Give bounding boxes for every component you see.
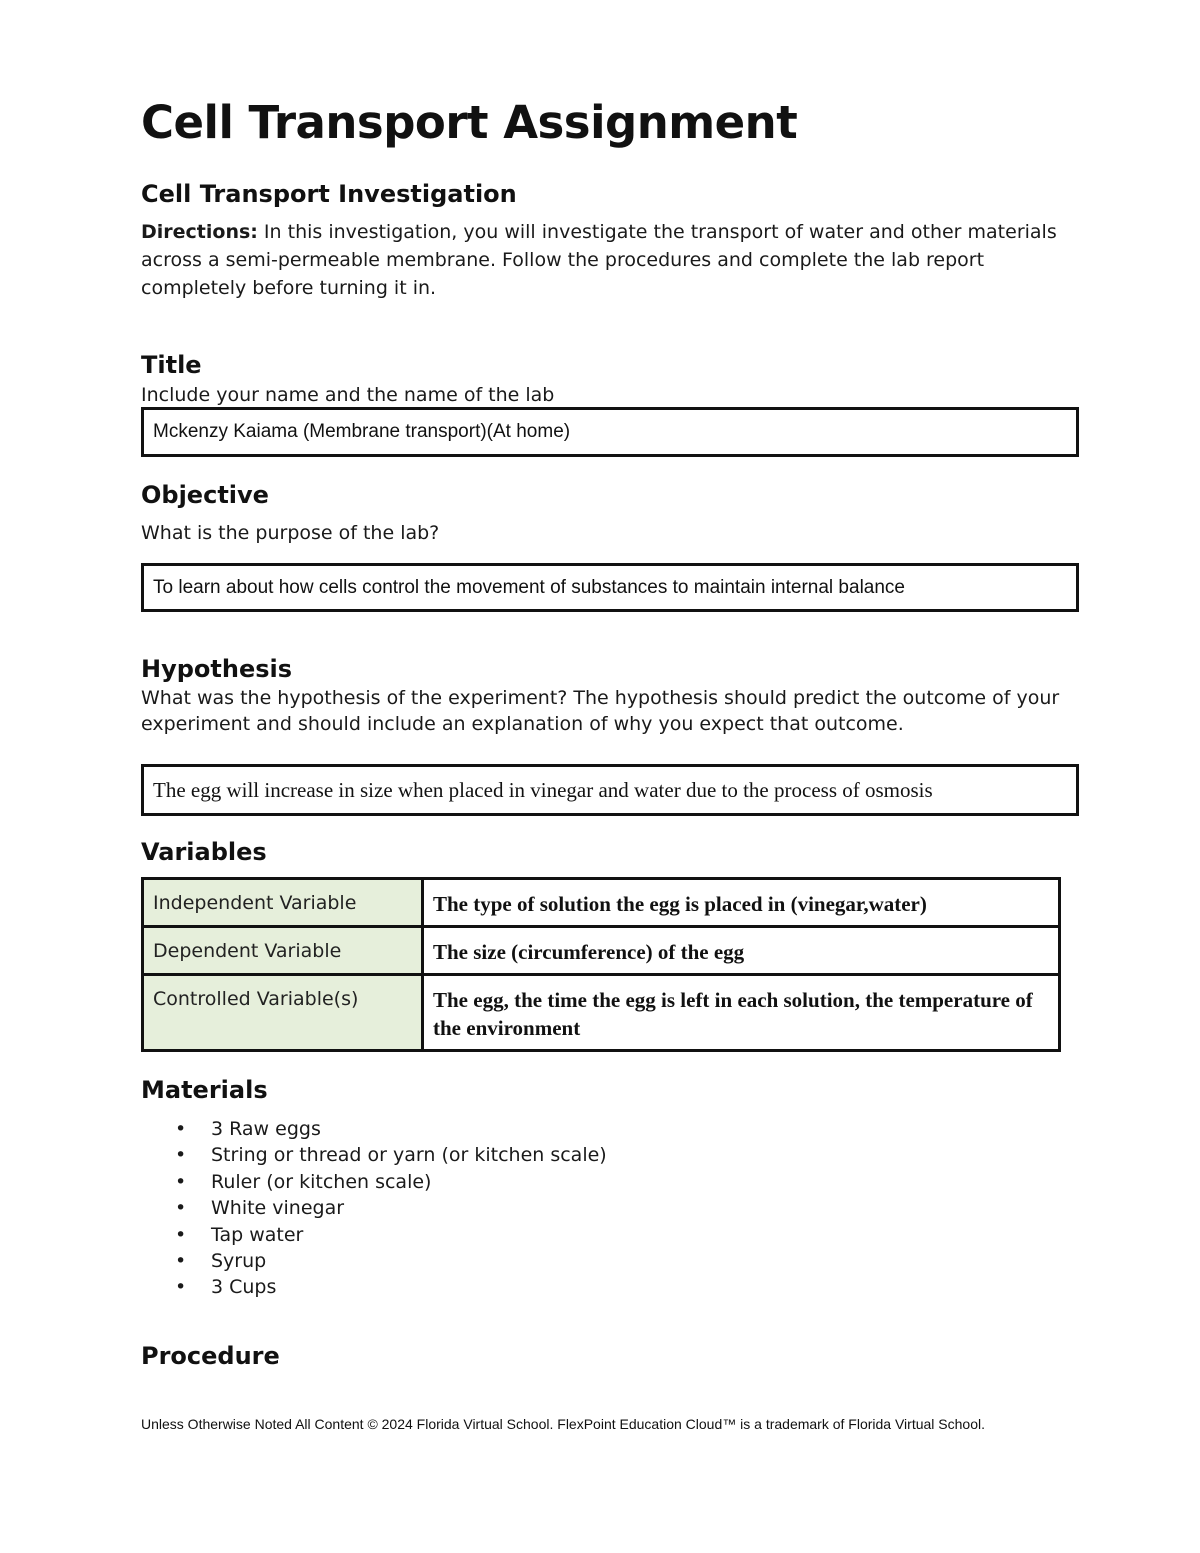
materials-list	[141, 1116, 607, 1301]
title-section-prompt: Include your name and the name of the lab	[141, 384, 555, 406]
title-section-heading: Title	[141, 351, 202, 379]
directions-label: Directions:	[141, 221, 258, 243]
hypothesis-prompt: What was the hypothesis of the experiment? The hypothesis should predict the outcome of your experiment and should include an explanation of why you expect that outcome.	[141, 687, 1060, 735]
title-answer-field[interactable]: Mckenzy Kaiama (Membrane transport)(At home)	[141, 407, 1079, 457]
objective-heading: Objective	[141, 481, 269, 509]
investigation-heading: Cell Transport Investigation	[141, 180, 517, 208]
list-item: • Tap water	[141, 1222, 607, 1248]
variables-table	[141, 877, 1061, 1052]
variables-heading: Variables	[141, 838, 267, 866]
directions-paragraph	[141, 218, 1061, 302]
list-item: • Syrup	[141, 1248, 607, 1274]
objective-answer-field[interactable]: To learn about how cells control the movement of substances to maintain internal balance	[141, 563, 1079, 612]
directions-text: In this investigation, you will investigate the transport of water and other materials across a semi-permeable membrane. Follow the procedures and complete the lab report completely before turning it in.	[141, 221, 1057, 299]
independent-variable-value[interactable]: The type of solution the egg is placed in (vinegar,water)	[423, 879, 1060, 927]
bullet-icon: •	[175, 1250, 187, 1273]
dependent-variable-value[interactable]: The size (circumference) of the egg	[423, 927, 1060, 975]
bullet-icon: •	[175, 1197, 187, 1220]
page-title: Cell Transport Assignment	[141, 96, 798, 149]
bullet-icon: •	[175, 1144, 187, 1167]
procedure-heading: Procedure	[141, 1342, 280, 1370]
objective-prompt: What is the purpose of the lab?	[141, 522, 440, 544]
list-item: • String or thread or yarn (or kitchen scale)	[141, 1142, 607, 1168]
table-row	[143, 975, 1060, 1051]
bullet-icon: •	[175, 1223, 187, 1246]
table-row	[143, 927, 1060, 975]
copyright-footer: Unless Otherwise Noted All Content © 2024 Florida Virtual School. FlexPoint Education Cloud™ is a trademark of Florida Virtual School.	[141, 1416, 985, 1432]
bullet-icon: •	[175, 1118, 187, 1140]
dependent-variable-label: Dependent Variable	[143, 927, 423, 975]
list-item: • 3 Raw eggs	[141, 1116, 607, 1142]
list-item: • Ruler (or kitchen scale)	[141, 1169, 607, 1195]
list-item: • 3 Cups	[141, 1274, 607, 1300]
table-row	[143, 879, 1060, 927]
independent-variable-label: Independent Variable	[143, 879, 423, 927]
list-item: • White vinegar	[141, 1195, 607, 1221]
hypothesis-heading: Hypothesis	[141, 655, 293, 683]
bullet-icon: •	[175, 1170, 187, 1193]
bullet-icon: •	[175, 1276, 187, 1299]
hypothesis-answer-field[interactable]: The egg will increase in size when placed in vinegar and water due to the process of osmosis	[141, 764, 1079, 816]
controlled-variables-value[interactable]: The egg, the time the egg is left in each solution, the temperature of the environment	[423, 975, 1060, 1051]
controlled-variables-label: Controlled Variable(s)	[143, 975, 423, 1051]
materials-heading: Materials	[141, 1076, 268, 1104]
